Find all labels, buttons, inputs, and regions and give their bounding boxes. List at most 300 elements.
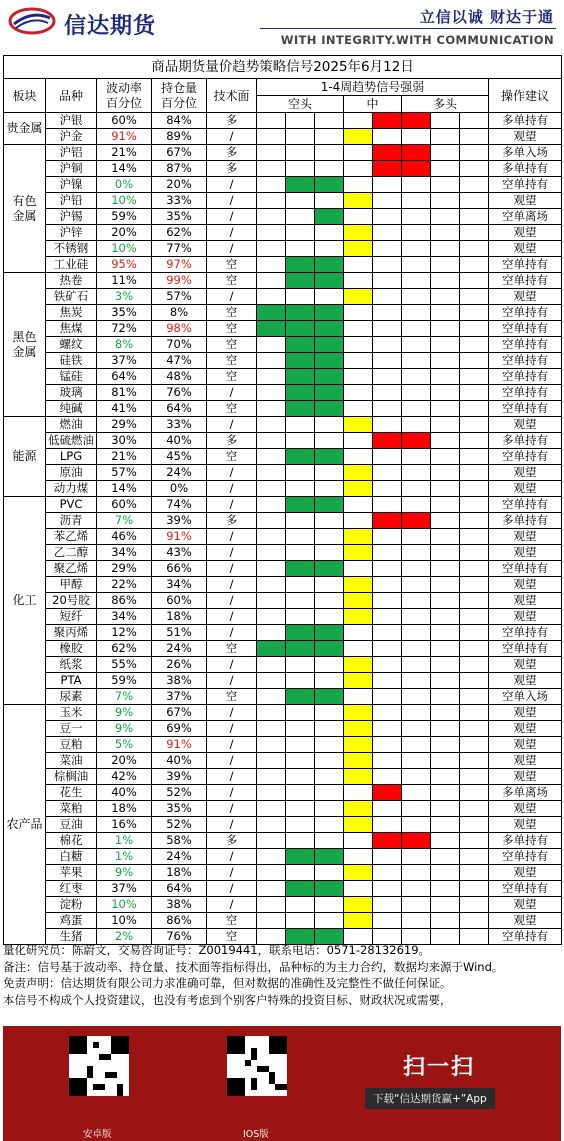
signal-cell	[257, 465, 286, 481]
signal-cell	[460, 849, 489, 865]
advice-cell: 空单持有	[489, 641, 562, 657]
signal-cell	[402, 193, 431, 209]
signal-cell	[460, 625, 489, 641]
volatility-cell: 0%	[97, 177, 152, 193]
signal-cell	[431, 225, 460, 241]
signal-cell	[257, 177, 286, 193]
signal-cell	[257, 369, 286, 385]
technical-cell: 空	[207, 305, 257, 321]
signal-cell	[257, 865, 286, 881]
variety-cell: 苯乙烯	[46, 529, 97, 545]
signal-cell	[460, 129, 489, 145]
signal-cell	[431, 641, 460, 657]
advice-cell: 多单持有	[489, 433, 562, 449]
signal-cell-filled	[373, 113, 402, 129]
signal-cell-filled	[315, 625, 344, 641]
android-qr-code[interactable]	[69, 1036, 129, 1096]
signal-cell	[460, 385, 489, 401]
signal-cell	[286, 145, 315, 161]
signal-cell	[257, 657, 286, 673]
technical-cell: /	[207, 481, 257, 497]
signal-cell	[402, 785, 431, 801]
signal-cell	[257, 145, 286, 161]
table-row	[4, 465, 562, 481]
signal-cell	[257, 337, 286, 353]
variety-cell: 乙二醇	[46, 545, 97, 561]
signal-cell	[315, 161, 344, 177]
open-interest-cell: 38%	[152, 897, 207, 913]
variety-cell: 白糖	[46, 849, 97, 865]
signal-cell	[431, 753, 460, 769]
signal-cell	[286, 129, 315, 145]
signal-cell-filled	[402, 145, 431, 161]
slogan: 立信以诚 财达于通	[419, 8, 554, 26]
variety-cell: 锰硅	[46, 369, 97, 385]
volatility-cell: 20%	[97, 225, 152, 241]
signal-cell	[257, 897, 286, 913]
signal-cell	[373, 273, 402, 289]
technical-cell: /	[207, 609, 257, 625]
open-interest-cell: 37%	[152, 689, 207, 705]
signal-cell	[431, 449, 460, 465]
variety-cell: 纯碱	[46, 401, 97, 417]
signal-cell	[373, 801, 402, 817]
volatility-cell: 59%	[97, 209, 152, 225]
table-row	[4, 241, 562, 257]
advice-cell: 空单持有	[489, 929, 562, 945]
signal-cell-filled	[344, 801, 373, 817]
signal-cell	[257, 593, 286, 609]
volatility-cell: 10%	[97, 193, 152, 209]
open-interest-cell: 60%	[152, 593, 207, 609]
volatility-cell: 10%	[97, 241, 152, 257]
signal-cell	[344, 337, 373, 353]
advice-cell: 观望	[489, 865, 562, 881]
signal-cell	[373, 657, 402, 673]
open-interest-cell: 89%	[152, 129, 207, 145]
signal-cell	[315, 769, 344, 785]
signal-cell-filled	[315, 209, 344, 225]
technical-cell: 空	[207, 641, 257, 657]
signal-cell	[373, 881, 402, 897]
signal-cell	[460, 673, 489, 689]
table-row	[4, 257, 562, 273]
signal-cell-filled	[344, 225, 373, 241]
signal-cell	[286, 721, 315, 737]
volatility-cell: 29%	[97, 417, 152, 433]
advice-cell: 空单离场	[489, 209, 562, 225]
technical-cell: /	[207, 241, 257, 257]
signal-cell	[460, 225, 489, 241]
advice-cell: 观望	[489, 673, 562, 689]
advice-cell: 空单持有	[489, 561, 562, 577]
signal-cell	[257, 433, 286, 449]
signal-cell-filled	[344, 529, 373, 545]
variety-cell: 燃油	[46, 417, 97, 433]
signal-cell	[344, 849, 373, 865]
signal-cell	[344, 113, 373, 129]
open-interest-cell: 24%	[152, 465, 207, 481]
table-row	[4, 897, 562, 913]
advice-cell: 空单持有	[489, 257, 562, 273]
signal-cell	[460, 785, 489, 801]
signal-cell	[373, 449, 402, 465]
brand-name: 信达期货	[64, 14, 157, 39]
advice-cell: 多单入场	[489, 145, 562, 161]
signal-cell	[402, 321, 431, 337]
volatility-cell: 5%	[97, 737, 152, 753]
table-row	[4, 785, 562, 801]
signal-cell-filled	[344, 593, 373, 609]
technical-cell: /	[207, 529, 257, 545]
open-interest-cell: 74%	[152, 497, 207, 513]
volatility-cell: 14%	[97, 481, 152, 497]
signal-cell-filled	[286, 273, 315, 289]
technical-cell: 空	[207, 353, 257, 369]
open-interest-cell: 87%	[152, 161, 207, 177]
variety-cell: 硅铁	[46, 353, 97, 369]
variety-cell: 甲醇	[46, 577, 97, 593]
signal-cell	[373, 225, 402, 241]
open-interest-cell: 39%	[152, 769, 207, 785]
signal-cell	[257, 401, 286, 417]
table-row	[4, 625, 562, 641]
signal-cell-filled	[286, 401, 315, 417]
signal-cell	[315, 705, 344, 721]
signal-cell	[257, 577, 286, 593]
signal-cell	[373, 849, 402, 865]
signal-cell	[257, 449, 286, 465]
open-interest-cell: 64%	[152, 881, 207, 897]
signal-cell	[286, 417, 315, 433]
signal-cell	[431, 129, 460, 145]
signal-cell	[344, 497, 373, 513]
advice-cell: 观望	[489, 529, 562, 545]
download-app-button[interactable]: 下载“信达期货赢+”App	[365, 1088, 495, 1109]
volatility-cell: 59%	[97, 673, 152, 689]
open-interest-cell: 18%	[152, 865, 207, 881]
signal-cell	[344, 433, 373, 449]
signal-cell	[460, 577, 489, 593]
signal-cell	[315, 657, 344, 673]
page-header	[0, 0, 564, 54]
variety-cell: 玉米	[46, 705, 97, 721]
signal-cell-filled	[344, 193, 373, 209]
advice-cell: 多单持有	[489, 161, 562, 177]
signal-cell	[373, 817, 402, 833]
advice-cell: 观望	[489, 801, 562, 817]
variety-cell: 豆一	[46, 721, 97, 737]
signal-cell	[431, 769, 460, 785]
signal-cell	[431, 417, 460, 433]
open-interest-cell: 24%	[152, 641, 207, 657]
signal-cell	[431, 321, 460, 337]
table-row	[4, 305, 562, 321]
signal-cell-filled	[286, 385, 315, 401]
volatility-cell: 30%	[97, 433, 152, 449]
signal-cell-filled	[286, 305, 315, 321]
technical-cell: 空	[207, 337, 257, 353]
volatility-cell: 81%	[97, 385, 152, 401]
open-interest-cell: 62%	[152, 225, 207, 241]
signal-cell	[315, 545, 344, 561]
technical-cell: 空	[207, 321, 257, 337]
open-interest-cell: 91%	[152, 529, 207, 545]
table-row	[4, 529, 562, 545]
signal-cell	[460, 737, 489, 753]
signal-cell	[257, 785, 286, 801]
signal-cell-filled	[373, 833, 402, 849]
signal-cell	[402, 657, 431, 673]
signal-cell	[257, 769, 286, 785]
technical-cell: /	[207, 497, 257, 513]
signal-cell	[373, 241, 402, 257]
advice-cell: 空单持有	[489, 449, 562, 465]
table-row	[4, 561, 562, 577]
signal-cell	[431, 705, 460, 721]
technical-cell: 空	[207, 257, 257, 273]
header-variety: 品种	[46, 79, 97, 113]
volatility-cell: 9%	[97, 865, 152, 881]
volatility-cell: 40%	[97, 785, 152, 801]
signal-cell	[286, 705, 315, 721]
open-interest-cell: 45%	[152, 449, 207, 465]
signal-cell	[402, 129, 431, 145]
variety-cell: 橡胶	[46, 641, 97, 657]
volatility-cell: 20%	[97, 753, 152, 769]
signal-cell	[402, 593, 431, 609]
signal-cell	[344, 513, 373, 529]
signal-cell	[402, 817, 431, 833]
technical-cell: /	[207, 417, 257, 433]
signal-cell	[460, 481, 489, 497]
advice-cell: 观望	[489, 481, 562, 497]
open-interest-cell: 8%	[152, 305, 207, 321]
technical-cell: /	[207, 753, 257, 769]
signal-cell	[257, 209, 286, 225]
signal-cell-filled	[315, 849, 344, 865]
signal-cell-filled	[286, 881, 315, 897]
volatility-cell: 21%	[97, 449, 152, 465]
technical-cell: 空	[207, 689, 257, 705]
header-sector: 板块	[4, 79, 46, 113]
advice-cell: 观望	[489, 417, 562, 433]
ios-label: IOS版	[243, 1129, 269, 1140]
technical-cell: 空	[207, 369, 257, 385]
signal-cell-filled	[373, 785, 402, 801]
volatility-cell: 1%	[97, 833, 152, 849]
open-interest-cell: 33%	[152, 193, 207, 209]
table-row	[4, 881, 562, 897]
volatility-cell: 91%	[97, 129, 152, 145]
advice-cell: 空单持有	[489, 273, 562, 289]
advice-cell: 观望	[489, 241, 562, 257]
signal-cell	[431, 657, 460, 673]
signal-cell	[344, 305, 373, 321]
open-interest-cell: 39%	[152, 513, 207, 529]
technical-cell: /	[207, 721, 257, 737]
advice-cell: 空单持有	[489, 849, 562, 865]
signal-cell	[431, 289, 460, 305]
signal-cell	[431, 401, 460, 417]
signal-cell	[431, 193, 460, 209]
signal-cell	[431, 785, 460, 801]
signal-cell	[373, 193, 402, 209]
signal-cell	[460, 241, 489, 257]
signal-cell-filled	[402, 833, 431, 849]
ios-qr-code[interactable]	[227, 1036, 287, 1096]
signal-cell	[431, 241, 460, 257]
volatility-cell: 8%	[97, 337, 152, 353]
signal-cell	[431, 625, 460, 641]
volatility-cell: 60%	[97, 497, 152, 513]
signal-cell	[431, 513, 460, 529]
advice-cell: 观望	[489, 705, 562, 721]
signal-cell	[431, 337, 460, 353]
signal-cell-filled	[286, 689, 315, 705]
advice-cell: 观望	[489, 721, 562, 737]
table-row	[4, 657, 562, 673]
signal-cell	[315, 481, 344, 497]
signal-cell	[257, 721, 286, 737]
signal-cell	[373, 753, 402, 769]
advice-cell: 空单持有	[489, 881, 562, 897]
table-row	[4, 161, 562, 177]
signal-cell	[460, 913, 489, 929]
open-interest-cell: 67%	[152, 145, 207, 161]
signal-cell	[460, 753, 489, 769]
signal-cell-filled	[402, 513, 431, 529]
variety-cell: 低硫燃油	[46, 433, 97, 449]
signal-cell	[460, 289, 489, 305]
variety-cell: 动力煤	[46, 481, 97, 497]
technical-cell: /	[207, 177, 257, 193]
signal-cell	[344, 353, 373, 369]
signal-cell-filled	[344, 673, 373, 689]
signal-cell	[257, 817, 286, 833]
signal-cell	[460, 257, 489, 273]
table-row	[4, 401, 562, 417]
open-interest-cell: 40%	[152, 753, 207, 769]
table-header-row	[4, 79, 562, 96]
signal-cell	[315, 113, 344, 129]
signal-cell-filled	[344, 465, 373, 481]
signal-cell	[344, 209, 373, 225]
signal-cell-filled	[315, 449, 344, 465]
signal-cell-filled	[315, 497, 344, 513]
sector-cell: 贵金属	[4, 113, 46, 145]
signal-cell	[431, 881, 460, 897]
signal-cell	[344, 881, 373, 897]
signal-cell	[373, 625, 402, 641]
signal-cell	[257, 497, 286, 513]
sector-cell: 有色 金属	[4, 145, 46, 273]
signal-cell	[286, 289, 315, 305]
variety-cell: 20号胶	[46, 593, 97, 609]
signal-cell	[402, 897, 431, 913]
signal-cell-filled	[402, 433, 431, 449]
signal-cell	[460, 609, 489, 625]
signal-cell	[460, 529, 489, 545]
variety-cell: 不锈钢	[46, 241, 97, 257]
open-interest-cell: 97%	[152, 257, 207, 273]
open-interest-cell: 98%	[152, 321, 207, 337]
signal-cell	[257, 241, 286, 257]
variety-cell: 螺纹	[46, 337, 97, 353]
table-row	[4, 113, 562, 129]
variety-cell: 花生	[46, 785, 97, 801]
signal-cell	[431, 113, 460, 129]
signal-cell	[315, 801, 344, 817]
signal-cell-filled	[373, 145, 402, 161]
signal-cell	[402, 737, 431, 753]
signal-cell-filled	[344, 769, 373, 785]
volatility-cell: 41%	[97, 401, 152, 417]
advice-cell: 观望	[489, 225, 562, 241]
variety-cell: 沪锌	[46, 225, 97, 241]
header-volatility: 波动率 百分位	[97, 79, 152, 113]
variety-cell: 短纤	[46, 609, 97, 625]
disclaimer-continued: 本信号不构成个人投资建议，也没有考虑到个别客户特殊的投资目标、财政状况或需要，	[3, 992, 452, 1007]
technical-cell: /	[207, 225, 257, 241]
signal-cell	[344, 369, 373, 385]
volatility-cell: 7%	[97, 513, 152, 529]
signal-cell	[460, 513, 489, 529]
signal-cell	[315, 529, 344, 545]
slogan-english: WITH INTEGRITY.WITH COMMUNICATION	[280, 33, 554, 47]
advice-cell: 多单持有	[489, 513, 562, 529]
header-open_interest: 持仓量 百分位	[152, 79, 207, 113]
signal-cell	[460, 881, 489, 897]
footer-notes	[3, 942, 561, 1008]
open-interest-cell: 47%	[152, 353, 207, 369]
volatility-cell: 29%	[97, 561, 152, 577]
signal-cell	[286, 785, 315, 801]
signal-cell	[257, 161, 286, 177]
advice-cell: 观望	[489, 769, 562, 785]
table-row	[4, 545, 562, 561]
signal-cell	[431, 161, 460, 177]
signal-cell	[402, 545, 431, 561]
advice-cell: 空单持有	[489, 385, 562, 401]
signal-cell	[257, 225, 286, 241]
signal-cell-filled	[315, 321, 344, 337]
signal-cell	[402, 497, 431, 513]
technical-cell: /	[207, 785, 257, 801]
signal-cell	[431, 433, 460, 449]
signal-cell	[402, 705, 431, 721]
variety-cell: 沪锡	[46, 209, 97, 225]
signal-cell	[315, 913, 344, 929]
open-interest-cell: 57%	[152, 289, 207, 305]
sector-cell: 黑色 金属	[4, 273, 46, 417]
scan-text: 扫一扫	[403, 1055, 476, 1080]
technical-cell: /	[207, 545, 257, 561]
signal-cell	[402, 753, 431, 769]
signal-cell-filled	[286, 449, 315, 465]
signal-cell	[286, 897, 315, 913]
signal-cell	[315, 289, 344, 305]
table-row	[4, 913, 562, 929]
signal-cell	[402, 561, 431, 577]
technical-cell: 多	[207, 513, 257, 529]
advice-cell: 空单持有	[489, 497, 562, 513]
technical-cell: /	[207, 465, 257, 481]
signal-cell	[315, 225, 344, 241]
signal-cell	[431, 801, 460, 817]
variety-cell: 沪金	[46, 129, 97, 145]
qr-icon	[227, 1036, 287, 1096]
